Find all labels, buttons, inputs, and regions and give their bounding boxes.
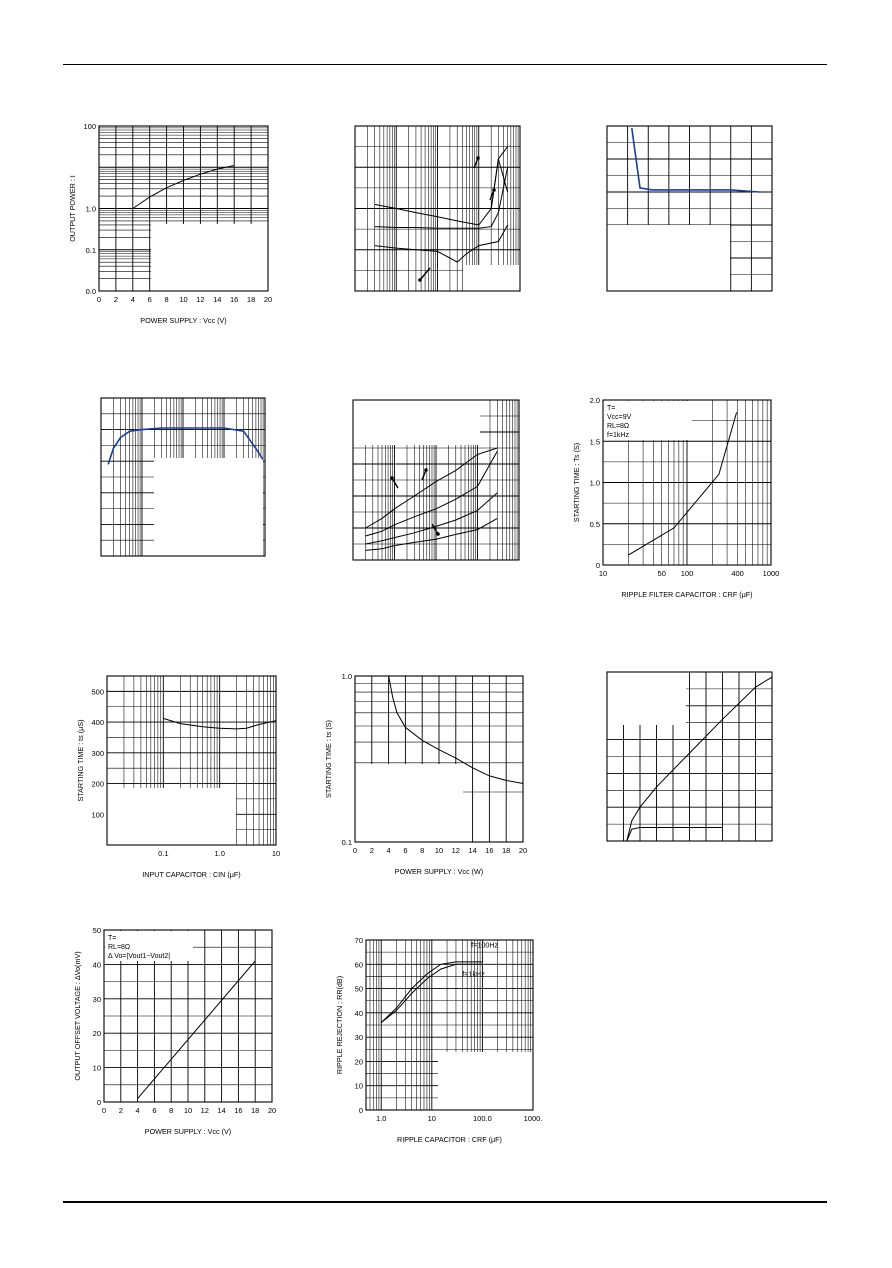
series-line-2: [627, 828, 723, 842]
x-axis-label: POWER SUPPLY : Vcc (V): [140, 316, 227, 325]
x-tick-label: 0: [352, 846, 358, 855]
y-axis-label: OUTPUT POWER : I: [68, 175, 77, 242]
blank-region: [438, 1052, 533, 1110]
x-tick-label: 10: [427, 1114, 436, 1123]
x-tick-label: 1.0: [214, 849, 225, 858]
y-tick-label: 0.5: [589, 519, 600, 529]
x-tick-label: 12: [196, 295, 205, 304]
arrow-head: [476, 156, 480, 160]
annotation-text: RL=8Ω: [108, 944, 131, 951]
y-tick-label: 10: [92, 1063, 101, 1073]
x-tick-label: 14: [213, 295, 222, 304]
header-rule: [63, 64, 827, 65]
annotation-text: f=1kHz: [607, 432, 629, 439]
annotation-text: Vcc=9V: [607, 414, 632, 421]
y-axis-label: STARTING TIME : Ts (S): [572, 442, 581, 523]
x-axis-label: POWER SUPPLY : Vcc (W): [394, 867, 484, 876]
x-tick-label: 10: [598, 569, 608, 578]
series-label: f=1kHz: [462, 969, 485, 979]
x-axis-label: POWER SUPPLY : Vcc (V): [144, 1127, 232, 1136]
blank-region: [463, 265, 520, 291]
x-axis-label: INPUT CAPACITOR : CIN (μF): [142, 870, 241, 879]
x-tick-label: 50: [657, 569, 666, 578]
y-tick-label: 1.0: [85, 204, 96, 214]
annotation-text: T=: [108, 935, 117, 942]
footer-rule: [63, 1201, 827, 1203]
chart-c7: [76, 676, 280, 879]
x-tick-label: 6: [147, 295, 152, 304]
blank-region: [353, 400, 480, 445]
chart-c9: [607, 672, 772, 841]
y-tick-label: 20: [92, 1029, 101, 1039]
arrow-head: [436, 532, 440, 536]
x-tick-label: 18: [251, 1106, 260, 1115]
x-tick-label: 100: [680, 569, 694, 578]
y-tick-label: 100: [83, 122, 96, 131]
x-tick-label: 1000: [762, 569, 780, 578]
chart-c6: [572, 396, 779, 599]
y-axis-label: STARTING TIME : ts (μS): [76, 719, 85, 802]
y-tick-label: 0.1: [341, 838, 352, 847]
y-tick-label: 40: [92, 960, 101, 970]
chart-c5: [353, 400, 519, 560]
blank-region: [607, 225, 730, 291]
x-tick-label: 6: [403, 846, 408, 855]
chart-c8: [324, 672, 527, 876]
chart-c10: [73, 926, 276, 1136]
x-tick-label: 20: [263, 295, 273, 304]
x-tick-label: 2: [113, 295, 118, 304]
x-tick-label: 16: [234, 1106, 243, 1115]
y-tick-label: 40: [354, 1008, 363, 1018]
x-tick-label: 2: [118, 1106, 123, 1115]
x-tick-label: 100.0: [473, 1114, 492, 1123]
y-tick-label: 400: [91, 718, 104, 728]
y-tick-label: 50: [354, 984, 363, 994]
y-axis-label: RIPPLE REJECTION : RR(dB): [335, 975, 344, 1075]
y-tick-label: 0.0: [85, 287, 96, 296]
x-tick-label: 18: [502, 846, 511, 855]
blank-region: [154, 458, 263, 556]
y-tick-label: 30: [92, 994, 101, 1004]
x-tick-label: 12: [200, 1106, 209, 1115]
x-tick-label: 1.0: [376, 1114, 387, 1123]
x-tick-label: 6: [152, 1106, 157, 1115]
x-tick-label: 8: [420, 846, 425, 855]
x-tick-label: 20: [267, 1106, 277, 1115]
x-tick-label: 16: [485, 846, 494, 855]
x-tick-label: 1000.: [523, 1114, 543, 1123]
y-tick-label: 20: [354, 1057, 363, 1067]
y-tick-label: 60: [354, 960, 363, 970]
x-tick-label: 2: [369, 846, 374, 855]
chart-c4: [101, 398, 265, 556]
x-tick-label: 20: [518, 846, 528, 855]
chart-c11: [335, 936, 542, 1144]
y-tick-label: 0: [358, 1106, 363, 1115]
y-tick-label: 2.0: [589, 396, 600, 405]
x-tick-label: 0.1: [158, 849, 169, 858]
y-tick-label: 1.0: [589, 478, 600, 488]
x-tick-label: 8: [169, 1106, 174, 1115]
y-tick-label: 0.1: [85, 245, 96, 255]
chart-c2: [355, 126, 520, 291]
x-axis-label: RIPPLE FILTER CAPACITOR : CRF (μF): [621, 590, 753, 599]
chart-c3: [607, 126, 772, 291]
y-tick-label: 1.5: [589, 437, 600, 447]
y-tick-label: 50: [92, 926, 101, 935]
chart-c1: [68, 122, 272, 325]
x-tick-label: 10: [183, 1106, 193, 1115]
blank-region: [355, 764, 463, 842]
x-tick-label: 10: [434, 846, 444, 855]
x-tick-label: 12: [451, 846, 460, 855]
x-axis-label: RIPPLE CAPACITOR : CRF (μF): [397, 1135, 502, 1144]
arrow-head: [390, 476, 394, 480]
y-tick-label: 200: [91, 779, 104, 789]
annotation-text: T=: [607, 405, 616, 412]
y-axis-label: STARTING TIME : ts (S): [324, 720, 333, 798]
arrow-head: [424, 468, 428, 472]
series-line-4: [491, 159, 507, 209]
y-tick-label: 500: [91, 687, 104, 697]
y-tick-label: 0: [96, 1098, 101, 1107]
y-tick-label: 0: [595, 561, 600, 570]
series-line-1: [632, 128, 760, 192]
x-tick-label: 16: [230, 295, 239, 304]
y-axis-label: OUTPUT OFFSET VOLTAGE : ΔVo(mV): [73, 951, 82, 1081]
x-tick-label: 4: [135, 1106, 140, 1115]
x-tick-label: 14: [468, 846, 477, 855]
x-tick-label: 4: [130, 295, 135, 304]
y-tick-label: 1.0: [341, 672, 352, 681]
arrow-head: [492, 188, 496, 192]
x-tick-label: 4: [386, 846, 391, 855]
y-tick-label: 70: [354, 936, 363, 945]
annotation-text: RL=8Ω: [607, 423, 630, 430]
annotation-text: Δ Vo=|Vout1−Vout2|: [108, 953, 171, 960]
y-tick-label: 300: [91, 748, 104, 758]
x-tick-label: 14: [217, 1106, 226, 1115]
blank-region: [151, 224, 268, 291]
x-tick-label: 0: [101, 1106, 107, 1115]
x-tick-label: 8: [164, 295, 169, 304]
y-tick-label: 10: [354, 1081, 363, 1091]
x-tick-label: 10: [179, 295, 188, 304]
x-tick-label: 400: [731, 569, 744, 578]
y-tick-label: 100: [91, 810, 104, 820]
series-label: f=100Hz: [471, 940, 499, 950]
x-tick-label: 10: [271, 849, 281, 858]
x-tick-label: 0: [96, 295, 102, 304]
arrow-head: [418, 278, 422, 282]
blank-region: [607, 672, 686, 725]
x-tick-label: 18: [246, 295, 256, 304]
blank-region: [107, 788, 236, 845]
y-tick-label: 30: [354, 1033, 363, 1043]
